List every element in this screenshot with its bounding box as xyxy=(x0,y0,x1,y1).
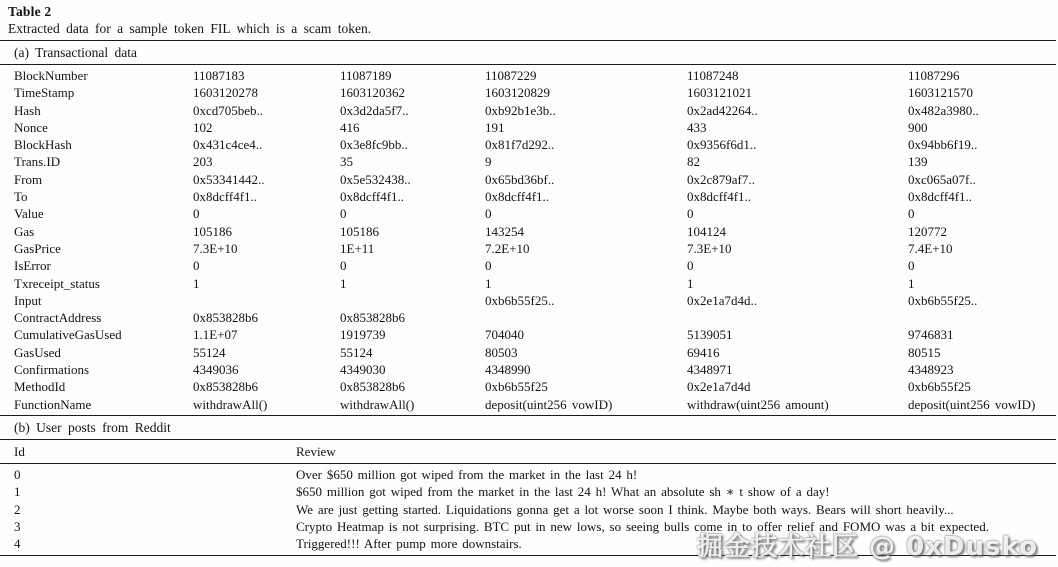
table-row xyxy=(14,84,1050,101)
row-label: Confirmations xyxy=(14,362,90,378)
value-cell: 0x8dcff4f1.. xyxy=(485,189,550,205)
value-cell: 0x2e1a7d4d xyxy=(687,379,751,395)
value-cell: 0 xyxy=(687,206,694,222)
value-cell: 7.2E+10 xyxy=(485,240,530,256)
value-cell: 433 xyxy=(687,119,707,135)
value-cell: 1E+11 xyxy=(340,240,375,256)
value-cell: 4349030 xyxy=(340,362,386,378)
value-cell: 1603120362 xyxy=(340,85,405,101)
value-cell: 0 xyxy=(340,258,347,274)
value-cell: 416 xyxy=(340,119,360,135)
row-label: CumulativeGasUsed xyxy=(14,327,122,343)
value-cell: 0 xyxy=(340,206,347,222)
value-cell: 0x94bb6f19.. xyxy=(908,137,978,153)
value-cell: 80503 xyxy=(485,344,518,360)
value-cell: 0x2ad42264.. xyxy=(687,102,758,118)
table-row xyxy=(14,119,1050,136)
table-row xyxy=(14,257,1050,274)
value-cell: 143254 xyxy=(485,223,524,239)
review-cell: Crypto Heatmap is not surprising. BTC put in new lows, so seeing bulls come in to offer relief and FOMO was a bit expected. xyxy=(296,518,989,534)
row-label: Value xyxy=(14,206,44,222)
table-row xyxy=(14,67,1050,84)
value-cell: 7.3E+10 xyxy=(687,240,732,256)
row-label: BlockNumber xyxy=(14,68,88,83)
value-cell: 0x5e532438.. xyxy=(340,171,411,187)
table-row xyxy=(14,309,1050,326)
value-cell: 0x853828b6 xyxy=(193,310,258,326)
id-cell: 4 xyxy=(14,536,21,552)
review-cell: We are just getting started. Liquidations gonna get a lot worse soon I think. Maybe both ways. Bears will short heavily... xyxy=(296,501,954,517)
table-row xyxy=(14,223,1050,240)
row-label: GasPrice xyxy=(14,240,61,256)
rule-bottom xyxy=(0,555,1056,556)
row-label: From xyxy=(14,171,43,187)
value-cell: 55124 xyxy=(340,344,373,360)
table-number-title: Table 2 xyxy=(8,4,52,19)
value-cell: deposit(uint256 vowID) xyxy=(908,396,1036,412)
value-cell: 1.1E+07 xyxy=(193,327,238,343)
value-cell: 0xcd705beb.. xyxy=(193,102,264,118)
table-row xyxy=(14,171,1050,188)
reddit-table-header xyxy=(0,440,1058,463)
value-cell xyxy=(193,292,340,309)
value-cell: 11087248 xyxy=(687,68,739,83)
value-cell: 0xb6b55f25 xyxy=(485,379,548,395)
id-cell: 1 xyxy=(14,484,21,500)
value-cell: 0x3e8fc9bb.. xyxy=(340,137,408,153)
table-row xyxy=(14,378,1050,395)
value-cell: 0x8dcff4f1.. xyxy=(687,189,752,205)
value-cell: 0x431c4ce4.. xyxy=(193,137,263,153)
row-label: Hash xyxy=(14,102,41,118)
value-cell: 120772 xyxy=(908,223,947,239)
reddit-table xyxy=(0,464,1058,555)
value-cell: 11087183 xyxy=(193,68,245,83)
value-cell: 82 xyxy=(687,154,700,170)
row-label: ContractAddress xyxy=(14,310,102,326)
row-label: Nonce xyxy=(14,119,48,135)
reddit-header-review: Review xyxy=(296,443,336,459)
table-row xyxy=(14,326,1050,343)
value-cell: 1603121570 xyxy=(908,85,973,101)
transactional-table xyxy=(0,65,1058,415)
value-cell: 1 xyxy=(485,275,492,291)
value-cell: 0 xyxy=(687,258,694,274)
value-cell: 11087296 xyxy=(908,68,960,83)
value-cell: 0x8dcff4f1.. xyxy=(908,189,973,205)
row-label: Gas xyxy=(14,223,35,239)
value-cell: 7.4E+10 xyxy=(908,240,953,256)
value-cell xyxy=(485,309,687,326)
value-cell: withdraw(uint256 amount) xyxy=(687,396,829,412)
value-cell: 0x482a3980.. xyxy=(908,102,979,118)
row-label: Trans.ID xyxy=(14,154,61,170)
table-caption: Extracted data for a sample token FIL which is a scam token. xyxy=(8,21,372,36)
table-row xyxy=(14,153,1050,170)
value-cell: 0 xyxy=(485,206,492,222)
value-cell: 0 xyxy=(485,258,492,274)
value-cell: 0x853828b6 xyxy=(340,379,405,395)
table-row xyxy=(14,396,1050,413)
watermark: 掘金技术社区 @ 0xDusko xyxy=(697,532,1038,562)
value-cell xyxy=(908,309,1050,326)
value-cell: 139 xyxy=(908,154,928,170)
value-cell: 4348971 xyxy=(687,362,733,378)
value-cell: 1 xyxy=(193,275,200,291)
review-cell: Triggered!!! After pump more downstairs. xyxy=(296,536,522,552)
value-cell: 0x853828b6 xyxy=(193,379,258,395)
value-cell: 1 xyxy=(908,275,915,291)
id-cell: 3 xyxy=(14,518,21,534)
value-cell: 0xb6b55f25.. xyxy=(908,292,978,308)
reddit-row xyxy=(14,518,1050,535)
section-a-heading: (a) Transactional data xyxy=(14,45,137,60)
value-cell: 900 xyxy=(908,119,928,135)
section-b-heading: (b) User posts from Reddit xyxy=(14,419,171,435)
value-cell: 5139051 xyxy=(687,327,733,343)
table-header xyxy=(0,0,1058,40)
value-cell: 0x2c879af7.. xyxy=(687,171,755,187)
row-label: Input xyxy=(14,292,42,308)
row-label: TimeStamp xyxy=(14,85,75,101)
value-cell: 0 xyxy=(908,206,915,222)
value-cell: 1603120278 xyxy=(193,85,258,101)
value-cell: 0x853828b6 xyxy=(340,310,405,326)
value-cell: 69416 xyxy=(687,344,720,360)
value-cell: 0x53341442.. xyxy=(193,171,265,187)
value-cell: 0x65bd36bf.. xyxy=(485,171,555,187)
value-cell: 0 xyxy=(193,206,200,222)
review-cell: Over $650 million got wiped from the market in the last 24 h! xyxy=(296,466,638,482)
value-cell: 0xc065a07f.. xyxy=(908,171,976,187)
value-cell: 104124 xyxy=(687,223,726,239)
value-cell: 203 xyxy=(193,154,213,170)
value-cell: 0xb92b1e3b.. xyxy=(485,102,556,118)
value-cell: 11087189 xyxy=(340,68,392,83)
reddit-header-id: Id xyxy=(14,443,25,459)
row-label: Txreceipt_status xyxy=(14,275,100,291)
value-cell: withdrawAll() xyxy=(193,396,268,412)
value-cell: 4349036 xyxy=(193,362,239,378)
value-cell: 35 xyxy=(340,154,353,170)
value-cell: 0 xyxy=(908,258,915,274)
row-label: To xyxy=(14,189,28,205)
table-row xyxy=(14,344,1050,361)
row-label: FunctionName xyxy=(14,396,92,412)
reddit-row xyxy=(14,501,1050,518)
value-cell: 1603121021 xyxy=(687,85,752,101)
value-cell: 9 xyxy=(485,154,492,170)
value-cell: 0x9356f6d1.. xyxy=(687,137,757,153)
row-label: GasUsed xyxy=(14,344,61,360)
value-cell: deposit(uint256 vowID) xyxy=(485,396,613,412)
value-cell: 191 xyxy=(485,119,505,135)
id-cell: 2 xyxy=(14,501,21,517)
value-cell: 7.3E+10 xyxy=(193,240,238,256)
value-cell: 80515 xyxy=(908,344,941,360)
review-cell: $650 million got wiped from the market in the last 24 h! What an absolute sh ∗ t show of a day! xyxy=(296,484,830,500)
value-cell xyxy=(340,292,485,309)
value-cell: 1603120829 xyxy=(485,85,550,101)
reddit-row xyxy=(14,535,1050,552)
row-label: MethodId xyxy=(14,379,66,395)
value-cell: withdrawAll() xyxy=(340,396,415,412)
value-cell: 11087229 xyxy=(485,68,537,83)
value-cell: 1 xyxy=(340,275,347,291)
id-cell: 0 xyxy=(14,466,21,482)
table-row xyxy=(14,188,1050,205)
value-cell: 0x2e1a7d4d.. xyxy=(687,292,758,308)
value-cell xyxy=(687,309,908,326)
table-row xyxy=(14,292,1050,309)
table-row xyxy=(14,136,1050,153)
value-cell: 105186 xyxy=(340,223,379,239)
value-cell: 0x81f7d292.. xyxy=(485,137,555,153)
value-cell: 704040 xyxy=(485,327,524,343)
value-cell: 0xb6b55f25 xyxy=(908,379,971,395)
table-row xyxy=(14,361,1050,378)
table-row xyxy=(14,240,1050,257)
row-label: IsError xyxy=(14,258,51,274)
value-cell: 9746831 xyxy=(908,327,954,343)
value-cell: 0x8dcff4f1.. xyxy=(193,189,258,205)
table-row xyxy=(14,275,1050,292)
value-cell: 1 xyxy=(687,275,694,291)
value-cell: 0 xyxy=(193,258,200,274)
value-cell: 4348990 xyxy=(485,362,531,378)
value-cell: 55124 xyxy=(193,344,226,360)
row-label: BlockHash xyxy=(14,137,72,153)
value-cell: 0x3d2da5f7.. xyxy=(340,102,409,118)
value-cell: 102 xyxy=(193,119,213,135)
value-cell: 0xb6b55f25.. xyxy=(485,292,555,308)
table-row xyxy=(14,102,1050,119)
reddit-row xyxy=(14,483,1050,500)
value-cell: 4348923 xyxy=(908,362,954,378)
value-cell: 1919739 xyxy=(340,327,386,343)
value-cell: 105186 xyxy=(193,223,232,239)
table-row xyxy=(14,205,1050,222)
reddit-row xyxy=(14,466,1050,483)
value-cell: 0x8dcff4f1.. xyxy=(340,189,405,205)
